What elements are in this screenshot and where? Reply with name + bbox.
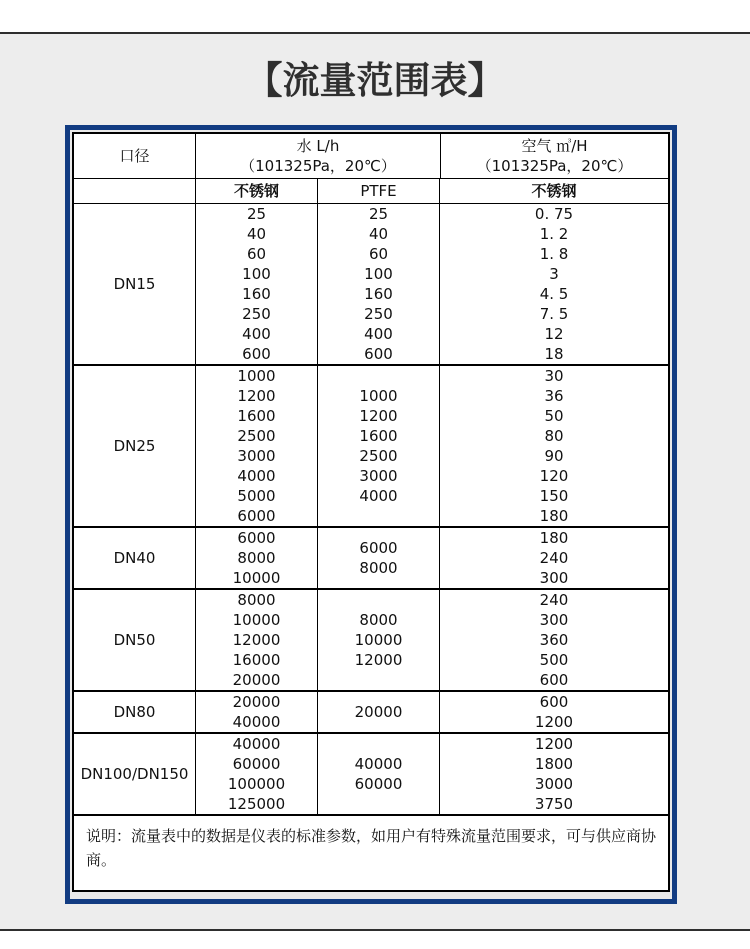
value-line: 90	[544, 447, 564, 465]
air-values-cell	[440, 204, 668, 364]
value-line: 1200	[534, 713, 574, 731]
value-line: 1200	[534, 735, 574, 753]
diameter-cell: DN80	[74, 692, 196, 732]
table-section	[74, 528, 668, 590]
stainless-values-cell	[196, 692, 318, 732]
subheader-water-ptfe: PTFE	[318, 179, 440, 203]
air-values-cell	[440, 590, 668, 690]
value-line: 1600	[359, 427, 398, 445]
value-line: 125000	[227, 795, 286, 813]
air-values-cell	[440, 528, 668, 588]
value-line: 40000	[232, 735, 281, 753]
value-line: 150	[539, 487, 569, 505]
water-header-cell	[196, 134, 441, 178]
flow-range-table	[72, 132, 670, 892]
note-cell: 说明：流量表中的数据是仪表的标准参数，如用户有特殊流量范围要求，可与供应商协商。	[86, 827, 657, 869]
value-line: 40000	[232, 713, 281, 731]
value-line: 500	[539, 651, 569, 669]
value-line: 160	[242, 285, 271, 303]
value-line: 2500	[359, 447, 398, 465]
value-line: 50	[544, 407, 564, 425]
table-section	[74, 204, 668, 366]
air-values-cell	[440, 692, 668, 732]
value-line: 60	[368, 245, 389, 263]
value-line: 10000	[232, 569, 281, 587]
air-values-cell	[440, 734, 668, 814]
value-line: 10000	[232, 611, 281, 629]
water-header-title: 水 L/h	[296, 137, 340, 155]
value-line: 8000	[237, 549, 276, 567]
value-line: 8000	[237, 591, 276, 609]
value-line: 6000	[359, 539, 398, 557]
value-line: 0. 75	[534, 205, 574, 223]
value-line: 1000	[359, 387, 398, 405]
value-line: 1600	[237, 407, 276, 425]
value-line: 40	[368, 225, 389, 243]
value-line: 60000	[232, 755, 281, 773]
table-section	[74, 692, 668, 734]
value-line: 18	[544, 345, 564, 363]
air-header-condition: （101325Pa，20℃）	[476, 157, 633, 175]
table-section	[74, 590, 668, 692]
diameter-cell: DN50	[74, 590, 196, 690]
value-line: 30	[544, 367, 564, 385]
value-line: 25	[368, 205, 389, 223]
stainless-values-cell	[196, 528, 318, 588]
value-line: 3000	[237, 447, 276, 465]
table-section	[74, 734, 668, 816]
ptfe-values-cell	[318, 366, 440, 526]
stainless-values-cell	[196, 590, 318, 690]
value-line: 12	[544, 325, 564, 343]
value-line: 20000	[232, 671, 281, 689]
ptfe-values-cell	[318, 528, 440, 588]
value-line: 300	[539, 569, 569, 587]
value-line: 160	[364, 285, 393, 303]
value-line: 240	[539, 549, 569, 567]
ptfe-values-cell	[318, 590, 440, 690]
value-line: 60	[246, 245, 267, 263]
value-line: 600	[539, 693, 569, 711]
value-line: 8000	[359, 559, 398, 577]
value-line: 180	[539, 529, 569, 547]
value-line: 600	[539, 671, 569, 689]
value-line: 250	[364, 305, 393, 323]
value-line: 12000	[354, 651, 403, 669]
subheader-empty-cell	[74, 179, 196, 203]
diameter-header-cell: 口径	[74, 134, 196, 178]
value-line: 40000	[354, 755, 403, 773]
air-values-cell	[440, 366, 668, 526]
water-header-condition: （101325Pa，20℃）	[240, 157, 396, 175]
value-line: 180	[539, 507, 569, 525]
value-line: 12000	[232, 631, 281, 649]
value-line: 20000	[354, 703, 403, 721]
bottom-divider-line	[0, 929, 750, 931]
content-panel	[0, 34, 750, 929]
value-line: 100	[242, 265, 271, 283]
value-line: 8000	[359, 611, 398, 629]
value-line: 6000	[237, 529, 276, 547]
value-line: 600	[364, 345, 393, 363]
subheader-row	[74, 179, 668, 204]
value-line: 3000	[359, 467, 398, 485]
value-line: 16000	[232, 651, 281, 669]
value-line: 4. 5	[539, 285, 569, 303]
value-line: 1. 2	[539, 225, 569, 243]
header-row	[74, 134, 668, 179]
subheader-air-stainless: 不锈钢	[531, 181, 577, 200]
table-section	[74, 366, 668, 528]
air-header-cell	[441, 134, 668, 178]
value-line: 1. 8	[539, 245, 569, 263]
value-line: 300	[539, 611, 569, 629]
value-line: 20000	[232, 693, 281, 711]
value-line: 100000	[227, 775, 286, 793]
table-frame	[65, 125, 677, 904]
stainless-values-cell	[196, 366, 318, 526]
value-line: 3	[549, 265, 559, 283]
value-line: 600	[242, 345, 271, 363]
value-line: 7. 5	[539, 305, 569, 323]
table-body	[74, 204, 668, 816]
value-line: 1000	[237, 367, 276, 385]
value-line: 1200	[237, 387, 276, 405]
ptfe-values-cell	[318, 692, 440, 732]
value-line: 40	[246, 225, 267, 243]
stainless-values-cell	[196, 204, 318, 364]
value-line: 5000	[237, 487, 276, 505]
value-line: 25	[246, 205, 267, 223]
value-line: 100	[364, 265, 393, 283]
value-line: 36	[544, 387, 564, 405]
value-line: 400	[364, 325, 393, 343]
ptfe-values-cell	[318, 204, 440, 364]
value-line: 3000	[534, 775, 574, 793]
value-line: 240	[539, 591, 569, 609]
diameter-cell: DN25	[74, 366, 196, 526]
value-line: 3750	[534, 795, 574, 813]
value-line: 2500	[237, 427, 276, 445]
value-line: 6000	[237, 507, 276, 525]
value-line: 10000	[354, 631, 403, 649]
value-line: 60000	[354, 775, 403, 793]
air-header-title: 空气 ㎥/H	[521, 137, 588, 155]
value-line: 80	[544, 427, 564, 445]
value-line: 400	[242, 325, 271, 343]
stainless-values-cell	[196, 734, 318, 814]
diameter-cell: DN100/DN150	[74, 734, 196, 814]
diameter-cell: DN40	[74, 528, 196, 588]
page-title: 【流量范围表】	[245, 59, 505, 102]
diameter-cell: DN15	[74, 204, 196, 364]
ptfe-values-cell	[318, 734, 440, 814]
value-line: 4000	[359, 487, 398, 505]
value-line: 250	[242, 305, 271, 323]
value-line: 1200	[359, 407, 398, 425]
value-line: 360	[539, 631, 569, 649]
value-line: 120	[539, 467, 569, 485]
value-line: 1800	[534, 755, 574, 773]
value-line: 4000	[237, 467, 276, 485]
subheader-water-stainless: 不锈钢	[196, 179, 318, 203]
